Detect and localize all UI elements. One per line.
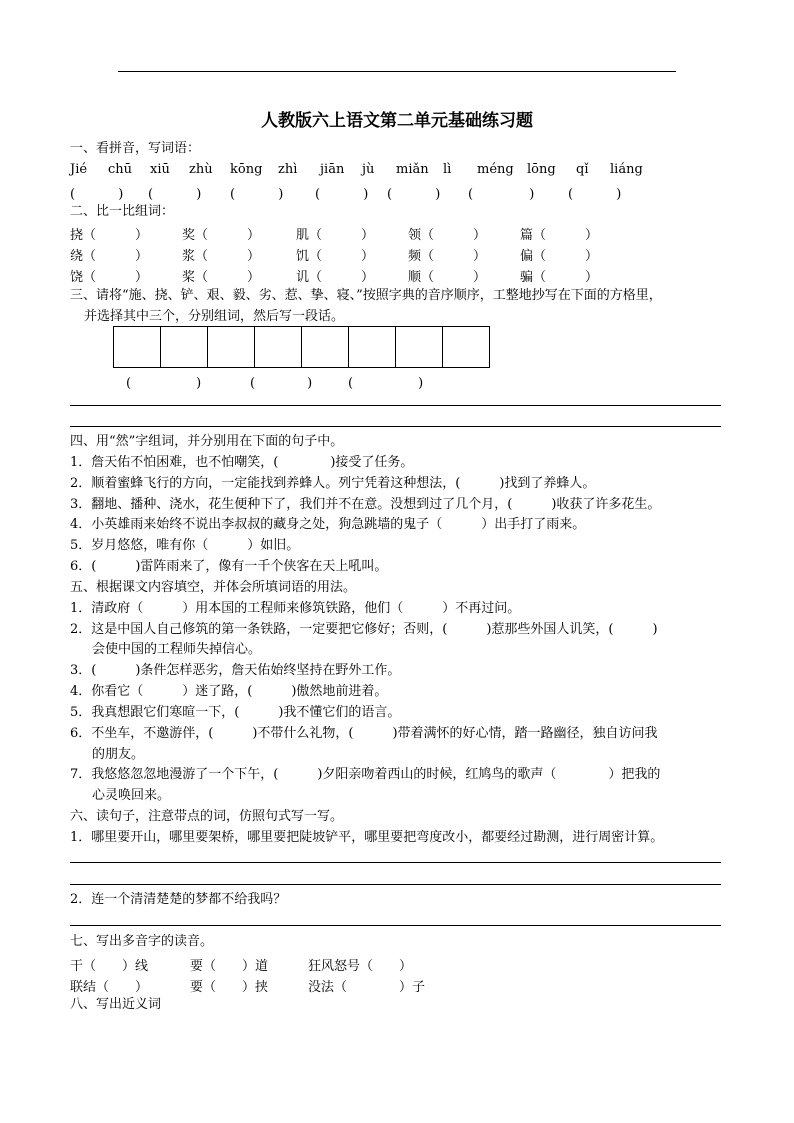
compare-item[interactable]: 频（ ）	[408, 249, 487, 264]
compare-item[interactable]: 骗（ ）	[520, 270, 599, 285]
writing-line[interactable]	[70, 862, 721, 863]
question-item: 5．我真想跟它们寒暄一下，( )我不懂它们的语言。	[70, 705, 401, 720]
answer-blank[interactable]: ( )	[315, 187, 369, 202]
grid-cell[interactable]	[208, 327, 255, 367]
section-3-instruction: 并选择其中三个，分别组词，然后写一段话。	[84, 309, 345, 324]
question-item: 6．不坐车，不邀游伴，( )不带什么礼物，( )带着满怀的好心情，踏一路幽径，独自访问我	[70, 726, 658, 741]
answer-blank[interactable]: ( )	[348, 376, 424, 391]
question-item-continued: 会使中国的工程师失掉信心。	[92, 642, 262, 657]
section-5-heading: 五、根据课文内容填空，并体会所填词语的用法。	[70, 580, 357, 595]
compare-item[interactable]: 奖（ ）	[182, 228, 261, 243]
pinyin-syllable: zhù	[189, 162, 213, 177]
compare-item[interactable]: 领（ ）	[408, 228, 487, 243]
section-1-heading: 一、看拼音，写词语：	[70, 141, 201, 156]
compare-item[interactable]: 浆（ ）	[182, 249, 261, 264]
pinyin-syllable: Jié	[70, 162, 88, 177]
section-8-heading: 八、写出近义词	[70, 997, 162, 1012]
compare-item[interactable]: 饥（ ）	[296, 249, 375, 264]
writing-line[interactable]	[70, 925, 721, 926]
pinyin-syllable: méng	[477, 162, 514, 177]
compare-item[interactable]: 肌（ ）	[296, 228, 375, 243]
question-item: 3．翻地、播种、浇水，花生便种下了，我们并不在意。没想到过了几个月，( )收获了许多花生。	[70, 497, 661, 512]
pinyin-syllable: qǐ	[576, 162, 589, 177]
answer-blank[interactable]: ( )	[148, 187, 202, 202]
pinyin-syllable: xiū	[150, 162, 170, 177]
compare-item[interactable]: 饶（ ）	[70, 270, 149, 285]
question-item: 4．你看它（ ）迷了路，( )傲然地前进着。	[70, 684, 388, 699]
compare-item[interactable]: 篇（ ）	[520, 228, 599, 243]
polyphone-item[interactable]: 没法（ ）子	[308, 980, 426, 995]
polyphone-item[interactable]: 要（ ）道	[190, 959, 269, 974]
polyphone-item[interactable]: 要（ ）挟	[190, 980, 269, 995]
question-item: 2．顺着蜜蜂飞行的方向，一定能找到养蜂人。列宁凭着这种想法，( )找到了养蜂人。	[70, 476, 596, 491]
grid-cell[interactable]	[255, 327, 302, 367]
question-item: 3．( )条件怎样恶劣，詹天佑始终坚持在野外工作。	[70, 663, 401, 678]
writing-line[interactable]	[70, 884, 721, 885]
compare-item[interactable]: 顺（ ）	[408, 270, 487, 285]
pinyin-syllable: kōng	[230, 162, 263, 177]
grid-cell[interactable]	[396, 327, 443, 367]
section-7-heading: 七、写出多音字的读音。	[70, 934, 214, 949]
answer-blank[interactable]: ( )	[568, 187, 622, 202]
grid-cell[interactable]	[161, 327, 208, 367]
section-3-heading: 三、请将“施、挠、铲、艰、毅、劣、惹、挚、寝、”按照字典的音序顺序，工整地抄写在下面的方格里，	[70, 288, 662, 303]
answer-blank[interactable]: ( )	[70, 187, 124, 202]
polyphone-item[interactable]: 联结（ ）	[70, 980, 149, 995]
compare-item[interactable]: 绕（ ）	[70, 249, 149, 264]
question-item: 1．清政府（ ）用本国的工程师来修筑铁路，他们（ ）不再过问。	[70, 601, 521, 616]
page-title: 人教版六上语文第二单元基础练习题	[261, 111, 533, 131]
section-4-heading: 四、用“然”字组词，并分别用在下面的句子中。	[70, 434, 344, 449]
grid-cell[interactable]	[349, 327, 396, 367]
polyphone-item[interactable]: 狂风怒号（ ）	[308, 959, 413, 974]
answer-blank[interactable]: ( )	[250, 376, 313, 391]
question-item: 1．詹天佑不怕困难，也不怕嘲笑，( )接受了任务。	[70, 455, 414, 470]
grid-cell[interactable]	[302, 327, 349, 367]
compare-item[interactable]: 偏（ ）	[520, 249, 599, 264]
compare-item[interactable]: 讥（ ）	[296, 270, 375, 285]
writing-line[interactable]	[70, 426, 721, 427]
compare-item[interactable]: 桨（ ）	[182, 270, 261, 285]
grid-cell[interactable]	[443, 327, 490, 367]
writing-line[interactable]	[70, 405, 721, 406]
pinyin-syllable: lōng	[527, 162, 556, 177]
pinyin-syllable: lì	[443, 162, 452, 177]
writing-grid	[113, 326, 490, 368]
polyphone-item[interactable]: 干（ ）线	[70, 959, 149, 974]
section-6-heading: 六、读句子，注意带点的词，仿照句式写一写。	[70, 809, 344, 824]
question-item-continued: 的朋友。	[92, 747, 145, 762]
question-item-continued: 心灵唤回来。	[92, 788, 171, 803]
question-item: 6．( )雷阵雨来了，像有一千个侠客在天上吼叫。	[70, 559, 388, 574]
pinyin-syllable: liáng	[610, 162, 643, 177]
question-item: 5．岁月悠悠，唯有你（ ）如旧。	[70, 538, 300, 553]
question-item: 2．这是中国人自己修筑的第一条铁路，一定要把它修好；否则，( )惹那些外国人讥笑，( )	[70, 622, 658, 637]
grid-cell[interactable]	[114, 327, 161, 367]
question-item: 4．小英雄雨来始终不说出李叔叔的藏身之处，狗急跳墙的鬼子（ ）出手打了雨来。	[70, 517, 586, 532]
answer-blank[interactable]: ( )	[387, 187, 441, 202]
pinyin-syllable: jù	[362, 162, 375, 177]
section-2-heading: 二、比一比组词：	[70, 204, 175, 219]
answer-blank[interactable]: ( )	[126, 376, 202, 391]
question-item: 7．我悠悠忽忽地漫游了一个下午，( )夕阳亲吻着西山的时候，红鸠鸟的歌声（ ）把我的	[70, 767, 661, 782]
compare-item[interactable]: 挠（ ）	[70, 228, 149, 243]
pinyin-syllable: jiān	[320, 162, 345, 177]
pinyin-syllable: miǎn	[396, 162, 429, 177]
pinyin-syllable: zhì	[278, 162, 298, 177]
header-rule	[118, 71, 676, 72]
answer-blank[interactable]: ( )	[468, 187, 535, 202]
question-item: 2．连一个清清楚楚的梦都不给我吗？	[70, 892, 287, 907]
answer-blank[interactable]: ( )	[230, 187, 284, 202]
question-item: 1．哪里要开山，哪里要架桥，哪里要把陡坡铲平，哪里要把弯度改小，都要经过勘测，进行周密计算。	[70, 830, 664, 845]
pinyin-syllable: chū	[108, 162, 133, 177]
